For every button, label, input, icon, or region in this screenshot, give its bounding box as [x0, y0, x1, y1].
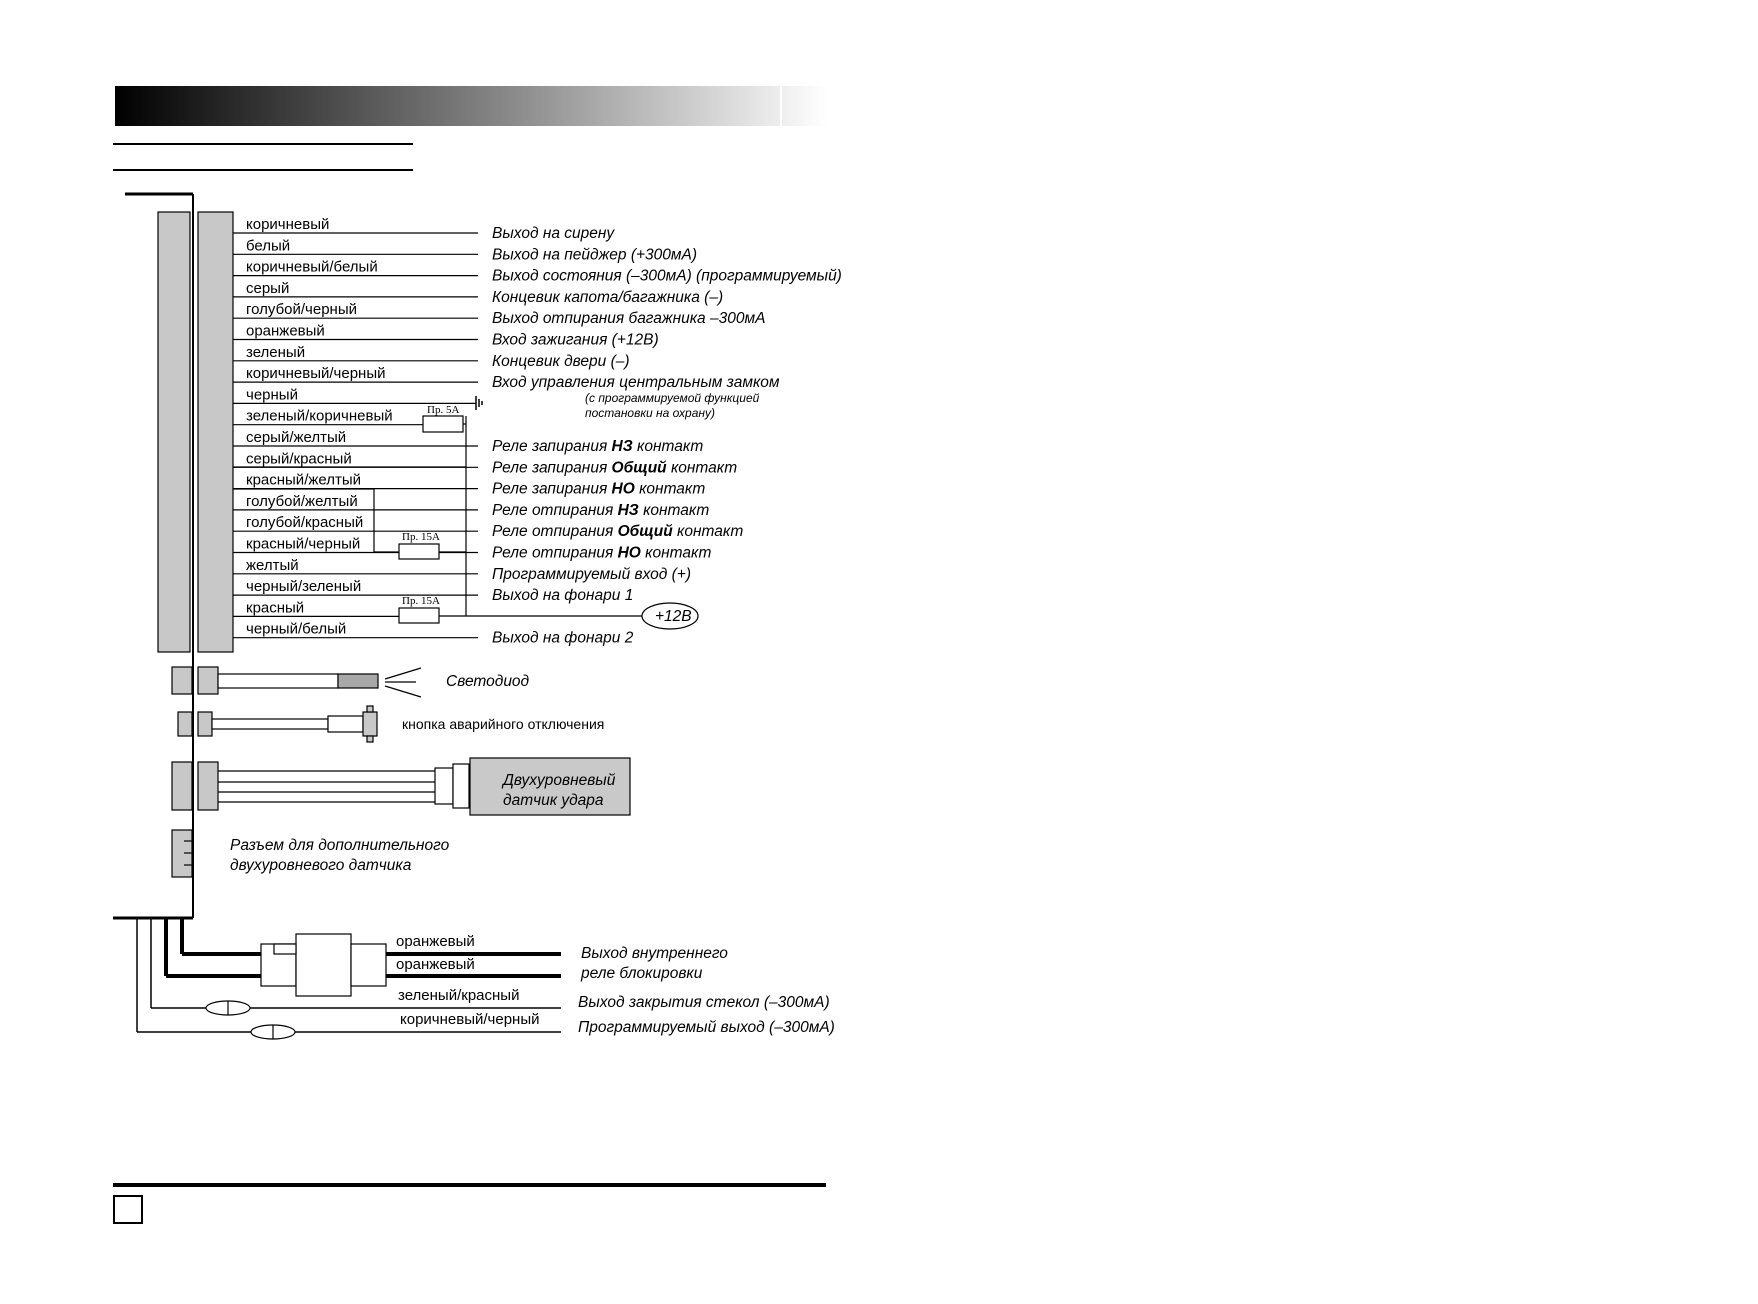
relay-function-line1: Выход внутреннего [581, 945, 728, 962]
wire-color-label: коричневый/черный [246, 365, 386, 383]
wire-function-segment: Выход на пейджер (+300мА) [492, 246, 698, 264]
wire-color-label: коричневый/белый [246, 258, 378, 276]
wire-function-label [492, 332, 659, 349]
aux-sensor-connector [172, 830, 192, 877]
fuse-15a-1-body [399, 544, 439, 559]
wire-function-segment: Реле отпирания [492, 544, 618, 562]
emergency-button-connector [178, 706, 377, 742]
led-light-icon [385, 668, 421, 697]
shock-sensor-label-line2: датчик удара [503, 792, 604, 809]
wire-color-label: черный/зеленый [246, 578, 362, 596]
wire-function-segment: контакт [672, 523, 744, 541]
wire-function-segment: Вход зажигания (+12В) [492, 331, 659, 349]
wire-color-label: голубой/черный [246, 301, 357, 319]
wire-function-label [492, 587, 633, 604]
wire-function-segment: Реле запирания [492, 459, 612, 477]
wire-function-segment: Реле запирания [492, 480, 612, 498]
wire-color-label: зеленый/коричневый [246, 407, 393, 425]
wire-function-segment: Общий [617, 523, 673, 541]
wire-color-label: оранжевый [246, 322, 325, 340]
wire-function-segment: НЗ [611, 438, 633, 455]
wire-function-label [492, 630, 634, 647]
wire-function-segment: Концевик капота/багажника (–) [492, 288, 724, 306]
fuse-15a-2-label: Пр. 15А [402, 595, 440, 607]
wire-function-label [492, 268, 842, 285]
wire-function-segment: Реле запирания [492, 438, 612, 455]
shock-sensor-connector [172, 762, 469, 810]
wire-color-label: голубой/желтый [246, 492, 358, 510]
wire-function-segment: Выход отпирания багажника –300мА [492, 310, 766, 328]
wire-function-segment: Выход состояния (–300мА) (программируемый) [492, 267, 842, 285]
wire-function-label [492, 523, 743, 540]
wire-color-label: красный/желтый [246, 471, 362, 489]
header-bar-divider [780, 86, 782, 126]
main-connector-left [158, 212, 190, 652]
wire-function-segment: контакт [632, 438, 704, 455]
wire-function-label [492, 438, 703, 455]
wire-function-label [492, 374, 780, 391]
wire-color-label: белый [246, 237, 291, 255]
relay-function-line2: реле блокировки [581, 965, 703, 982]
prog-wire-label: коричневый/черный [400, 1011, 540, 1028]
page-number-box [114, 1196, 142, 1223]
wire-function-segment: контакт [634, 480, 706, 498]
wire-function-segment: НЗ [617, 501, 639, 519]
wire-color-label: серый [246, 279, 290, 297]
led-connector [172, 667, 378, 694]
ground-icon [476, 396, 482, 410]
emergency-button-label: кнопка аварийного отключения [402, 716, 605, 732]
wire-function-segment: Вход управления центральным замком [492, 374, 780, 392]
wire-function-segment: контакт [638, 501, 710, 519]
wire-function-label [492, 566, 691, 583]
wire-color-label: серый/красный [246, 450, 352, 468]
fuse-15a-2-body [399, 608, 439, 623]
wire-function-segment: Концевик двери (–) [492, 352, 630, 370]
relay-wire-1-label: оранжевый [396, 933, 475, 950]
wire-function-segment: НО [617, 544, 641, 562]
main-connector-right [198, 212, 233, 652]
wire-function-segment: Выход на фонари 2 [492, 629, 634, 647]
wire-function-segment: Выход на фонари 1 [492, 587, 634, 605]
wire-color-label: желтый [246, 556, 299, 574]
wire-function-segment: Выход на сирену [492, 225, 615, 242]
central-lock-note-line2: постановки на охрану) [585, 406, 715, 420]
wire-function-segment: контакт [640, 544, 712, 562]
wire-function-segment: контакт [666, 459, 738, 477]
central-lock-note-line1: (с программируемой функцией [585, 391, 760, 405]
window-function-label: Выход закрытия стекол (–300мА) [578, 994, 830, 1011]
wire-color-label: голубой/красный [246, 514, 364, 532]
wire-function-label [492, 481, 705, 498]
wire-color-label: красный [246, 599, 305, 617]
wire-function-label [492, 545, 711, 562]
wire-function-segment: Общий [611, 459, 667, 477]
wire-function-label [492, 225, 615, 242]
wire-color-label: красный/черный [246, 535, 361, 553]
plus12v-label: +12В [655, 608, 692, 625]
header-gradient-bar [115, 86, 827, 126]
led-label: Светодиод [446, 673, 530, 690]
wire-color-label: черный [246, 386, 298, 404]
fuse-5a-body [423, 416, 463, 432]
fuse-5a-label: Пр. 5А [427, 404, 460, 416]
wire-function-label [492, 502, 709, 519]
aux-connector-label-line2: двухуровневого датчика [230, 857, 412, 874]
wire-function-segment: Программируемый вход (+) [492, 565, 692, 583]
wire-function-label [492, 353, 630, 370]
wire-color-label: черный/белый [246, 620, 347, 638]
wire-function-segment: НО [611, 480, 635, 498]
wire-function-segment: Реле отпирания [492, 523, 618, 541]
wire-color-label: серый/желтый [246, 429, 347, 446]
aux-connector-label-line1: Разъем для дополнительного [230, 837, 450, 854]
wire-function-label [492, 289, 723, 306]
prog-function-label: Программируемый выход (–300мА) [578, 1019, 835, 1036]
relay-wire-2-label: оранжевый [396, 956, 475, 973]
wire-function-label [492, 310, 765, 327]
wire-function-label [492, 246, 697, 263]
wire-color-label: зеленый [246, 343, 306, 361]
window-wire-label: зеленый/красный [398, 987, 520, 1004]
shock-sensor-label-line1: Двухуровневый [503, 772, 616, 789]
fuse-15a-1-label: Пр. 15А [402, 531, 440, 543]
main-connector-wires [233, 216, 842, 647]
wire-function-segment: Реле отпирания [492, 501, 618, 519]
wire-color-label: коричневый [246, 216, 330, 233]
wire-function-label [492, 459, 737, 476]
